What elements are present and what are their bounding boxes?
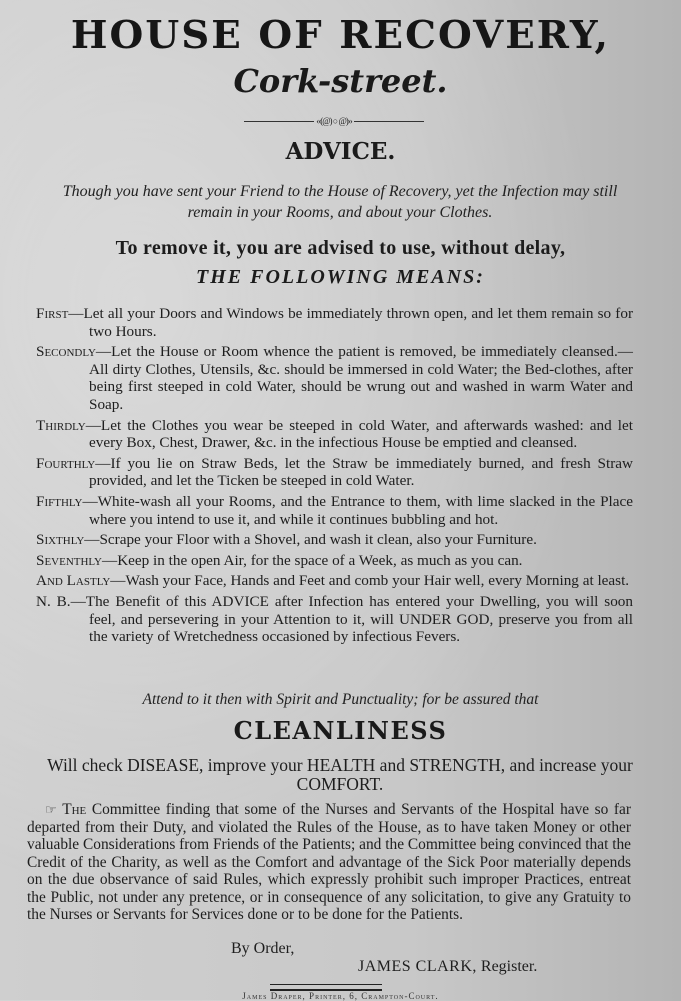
item-label: Seventhly [36, 551, 102, 569]
item-text: —Wash your Face, Hands and Feet and comb your Hair well, every Morning at least. [110, 572, 630, 590]
double-rule-divider [270, 984, 382, 991]
advice-item-secondly [36, 343, 633, 413]
printer-imprint: James Draper, Printer, 6, Crampton-Court. [242, 991, 439, 1001]
attend-line: Attend to it then with Spirit and Punctuality; for be assured that [142, 691, 539, 708]
document-subtitle: Cork-street. [233, 62, 448, 100]
committee-notice [27, 801, 631, 924]
item-label: N. B. [36, 592, 71, 610]
signatory-title: Register. [476, 958, 538, 975]
cleanliness-heading: CLEANLINESS [233, 716, 448, 745]
means-heading: THE FOLLOWING MEANS: [196, 266, 485, 288]
remove-instruction: To remove it, you are advised to use, without delay, [115, 237, 566, 259]
committee-text: Committee finding that some of the Nurses and Servants of the Hospital have so far departed from their Duty, and violated the Rules of the House, as to have taken Money or other valuable Considerations from Friends of the Patients; and the Committee being convinced that the Credit of the Charity, as well as the Comfort and advantage of the Sick Poor materially depends on the due observance of said Rules, which expressly prohibit such improper Practices, entreat the Public, not under any pretence, or in consequence of any solicitation, to give any Gratuity to the Nurses or Servants for Services done or to be done for the Patients. [27, 801, 631, 923]
signature [358, 958, 537, 976]
advice-item-first [36, 305, 633, 340]
advice-heading: ADVICE. [285, 138, 396, 165]
pointing-hand-icon: ☞ [45, 802, 57, 817]
item-text: —Let the House or Room whence the patient is removed, be immediately cleansed.—All dirty Clothes, Utensils, &c. should be immersed in cold Water; the Bed-clothes, after being first steeped in cold Water, should be wrung out and washed in warm Water and Soap. [89, 343, 633, 413]
item-text: —Scrape your Floor with a Shovel, and wash it clean, also your Furniture. [84, 531, 537, 549]
item-text: —White-wash all your Rooms, and the Entrance to them, with lime slacked in the Place where you intend to use it, and while it continues bubbling and hot. [82, 492, 633, 528]
advice-list [36, 305, 633, 649]
item-label: First [36, 305, 69, 322]
item-label: And Lastly [36, 572, 111, 590]
committee-lead-word: The [62, 801, 87, 818]
signatory-name: JAMES CLARK, [358, 958, 477, 975]
advice-item-fourthly [36, 455, 633, 490]
advice-item-thirdly [36, 417, 633, 452]
item-label: Fifthly [36, 492, 83, 510]
document-title: HOUSE OF RECOVERY, [70, 12, 611, 57]
item-text: —If you lie on Straw Beds, let the Straw be immediately burned, and fresh Straw provided, and let the Ticken be steeped in cold Water. [89, 454, 633, 490]
item-text: —Keep in the open Air, for the space of a Week, as much as you can. [102, 551, 523, 569]
item-label: Thirdly [36, 416, 86, 434]
item-text: —Let the Clothes you wear be steeped in cold Water, and afterwards washed: and let every Box, Chest, Drawer, &c. in the infectious House be emptied and cleansed. [85, 416, 633, 452]
advice-item-nota-bene [36, 593, 633, 646]
advice-item-sixthly [36, 531, 633, 549]
item-text: —Let all your Doors and Windows be immediately thrown open, and let them remain so for two Hours. [68, 305, 633, 340]
ornament-divider [244, 117, 424, 125]
advice-item-lastly [36, 572, 633, 590]
ornament-line-right [354, 121, 424, 122]
item-label: Fourthly [36, 454, 96, 472]
benefits-line: Will check DISEASE, improve your HEALTH and STRENGTH, and increase your COMFORT. [47, 755, 633, 794]
advice-item-seventhly [36, 552, 633, 570]
ornament-line-left [244, 121, 314, 122]
ornament-flourish-icon: ‹‹(@) ○ @)›› [316, 116, 352, 126]
advice-item-fifthly [36, 493, 633, 528]
item-label: Secondly [36, 343, 96, 361]
by-order-line: By Order, [231, 940, 295, 957]
item-text: —The Benefit of this ADVICE after Infection has entered your Dwelling, you will soon feel, and persevering in your Attention to it, will UNDER GOD, preserve you from all the variety of Wretchedness occasioned by infectious Fevers. [70, 592, 633, 646]
item-label: Sixthly [36, 531, 85, 549]
intro-paragraph: Though you have sent your Friend to the House of Recovery, yet the Infection may still remain in your Rooms, and about your Clothes. [62, 183, 618, 221]
